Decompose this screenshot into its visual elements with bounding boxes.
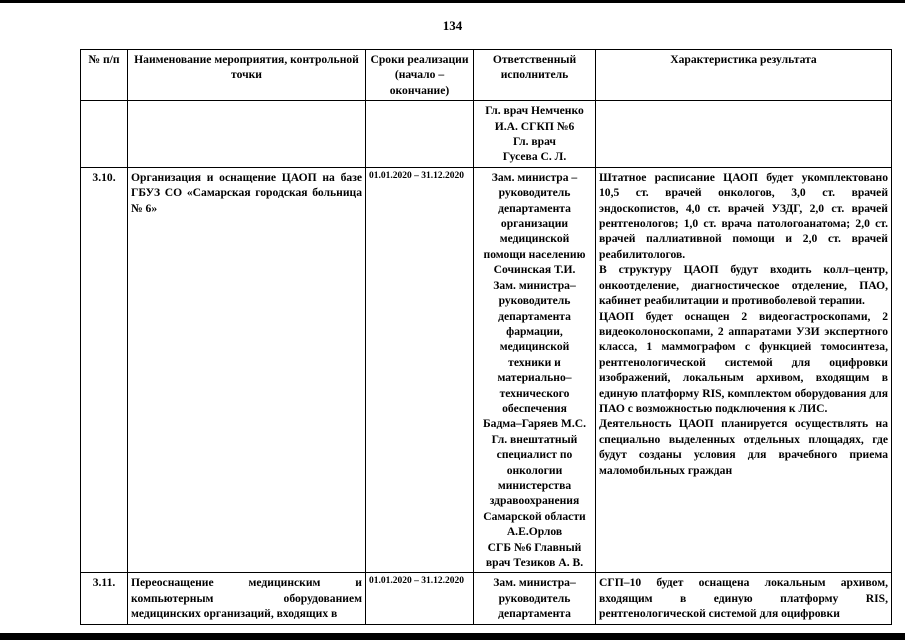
responsible-line: техники и bbox=[508, 355, 561, 369]
result-paragraph: В структуру ЦАОП будут входить колл–центр, онкоотделение, диагностическое отделение, ПАО, кабинет реабилитации и противоболевой терапии. bbox=[599, 263, 888, 308]
responsible-line: онкологии bbox=[506, 463, 563, 477]
row-result bbox=[596, 101, 892, 168]
responsible-line: материально– bbox=[497, 371, 572, 385]
table-row bbox=[81, 573, 892, 624]
responsible-line: Сочинская Т.И. bbox=[493, 263, 576, 277]
header-responsible: Ответственный исполнитель bbox=[474, 50, 596, 101]
responsible-line: Зам. министра– bbox=[493, 278, 576, 292]
row-result bbox=[596, 167, 892, 573]
row-dates: 01.01.2020 – 31.12.2020 bbox=[366, 573, 474, 624]
result-paragraph: Штатное расписание ЦАОП будет укомплектовано 10,5 ст. врачей онкологов, 3,0 ст. врачей эндоскопистов, 4,0 ст. врачей УЗДГ, 2,0 ст. врачей рентгенологов; 1,0 ст. врача патологоанатома; 2,0 ст. врачей паллиативной помощи и 2,0 ст. врачей реабилитологов. bbox=[599, 170, 888, 261]
responsible-line: специалист по bbox=[496, 448, 573, 462]
row-responsible bbox=[474, 167, 596, 573]
row-dates: 01.01.2020 – 31.12.2020 bbox=[366, 167, 474, 573]
responsible-line: руководитель bbox=[498, 294, 571, 308]
table-row bbox=[81, 101, 892, 168]
header-name: Наименование мероприятия, контрольной точки bbox=[128, 50, 366, 101]
page-number: 134 bbox=[442, 18, 463, 33]
responsible-line: Гл. врач Немченко bbox=[485, 104, 584, 118]
responsible-line: врач Тезиков А. В. bbox=[485, 556, 584, 569]
row-name: Переоснащение медицинским и компьютерным оборудованием медицинских организаций, входящих в bbox=[128, 573, 366, 624]
responsible-line: помощи населению bbox=[483, 247, 586, 261]
row-num: 3.10. bbox=[81, 167, 128, 573]
top-rule bbox=[0, 0, 905, 3]
result-paragraph: Деятельность ЦАОП планируется осуществлять на специально выделенных отдельных площадях, где будут созданы условия для врачебного приема маломобильных граждан bbox=[599, 417, 888, 477]
responsible-line: Зам. министра – bbox=[491, 170, 578, 184]
responsible-line: организации bbox=[500, 217, 569, 231]
row-result bbox=[596, 573, 892, 624]
activities-table bbox=[80, 49, 892, 625]
responsible-line: фармации, bbox=[506, 324, 563, 338]
row-name bbox=[128, 101, 366, 168]
result-paragraph: СГП–10 будет оснащена локальным архивом, входящим в единую платформу RIS, рентгенологической системой для оцифровки bbox=[599, 576, 888, 621]
row-num: 3.11. bbox=[81, 573, 128, 624]
responsible-line: медицинской bbox=[499, 232, 570, 246]
result-paragraph: ЦАОП будет оснащен 2 видеогастроскопами, 2 видеоколоноскопами, 2 аппаратами УЗИ экспертного класса, 1 маммографом с функцией томосинтеза, рентгенологической системой для оцифровки изображений, локальным архивом, входящим в единую платформу RIS, комплектом оборудования для ПАО с возможностью подключения к ЛИС. bbox=[599, 309, 888, 415]
responsible-line: медицинской bbox=[499, 340, 570, 354]
responsible-line: Бадма–Гаряев М.С. bbox=[482, 417, 587, 431]
responsible-line: И.А. СГКП №6 bbox=[494, 119, 575, 133]
table-row bbox=[81, 167, 892, 573]
responsible-line: СГБ №6 Главный bbox=[487, 540, 582, 554]
responsible-line: Самарской области bbox=[483, 509, 586, 523]
responsible-line: Зам. министра– bbox=[493, 576, 576, 590]
row-dates bbox=[366, 101, 474, 168]
responsible-line: руководитель bbox=[498, 186, 571, 200]
header-result: Характеристика результата bbox=[596, 50, 892, 101]
responsible-line: департамента bbox=[498, 201, 571, 215]
bottom-rule bbox=[0, 633, 905, 640]
responsible-line: департамента bbox=[498, 309, 571, 323]
responsible-line: Гусева С. Л. bbox=[502, 150, 567, 164]
row-num bbox=[81, 101, 128, 168]
responsible-line: руководитель bbox=[498, 591, 571, 605]
responsible-line: Гл. врач bbox=[513, 135, 556, 149]
responsible-line: обеспечения bbox=[502, 401, 567, 415]
header-dates: Сроки реализации (начало – окончание) bbox=[366, 50, 474, 101]
table-header-row bbox=[81, 50, 892, 101]
responsible-line: технического bbox=[499, 386, 570, 400]
row-responsible bbox=[474, 573, 596, 624]
responsible-line: Гл. внештатный bbox=[491, 432, 578, 446]
responsible-line: министерства bbox=[497, 478, 572, 492]
responsible-line: А.Е.Орлов bbox=[506, 525, 563, 539]
row-name: Организация и оснащение ЦАОП на базе ГБУЗ СО «Самарская городская больница № 6» bbox=[128, 167, 366, 573]
row-responsible bbox=[474, 101, 596, 168]
responsible-line: здравоохранения bbox=[489, 494, 580, 508]
header-num: № п/п bbox=[81, 50, 128, 101]
responsible-line: департамента bbox=[498, 607, 571, 621]
